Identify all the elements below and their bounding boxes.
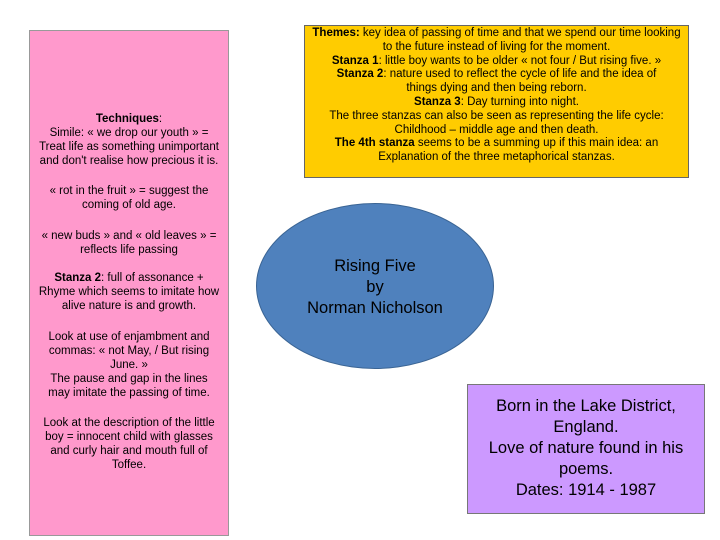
enjamb-line-2: commas: « not May, / But rising <box>48 345 210 357</box>
desc-line-4: Toffee. <box>111 459 147 471</box>
bio-line-1: Born in the Lake District, <box>496 397 676 415</box>
simile-line-3: and don't realise how precious it is. <box>39 155 219 167</box>
themes-line-1: key idea of passing of time and that we spend our time looking <box>359 27 681 39</box>
themes-label: Themes: <box>312 27 360 39</box>
fruit-line-2: coming of old age. <box>82 199 176 211</box>
desc-line-3: and curly hair and mouth full of <box>50 445 208 457</box>
three-stanzas-line-2: Childhood – middle age and then death. <box>394 123 599 136</box>
fruit-line-1: « rot in the fruit » = suggest the <box>49 185 209 197</box>
enjamb-line-1: Look at use of enjambment and <box>48 331 210 343</box>
stanza3-label: Stanza 3 <box>414 95 461 108</box>
biography-text <box>469 396 703 501</box>
simile-line-2: Treat life as something unimportant <box>39 141 219 153</box>
themes-line-2: to the future instead of living for the moment. <box>382 40 611 53</box>
themes-stanza2-label: Stanza 2 <box>336 68 384 81</box>
desc-line-2: boy = innocent child with glasses <box>45 431 213 443</box>
themes-panel <box>304 25 689 178</box>
fourth-stanza-line-2: Explanation of the three metaphorical stanzas. <box>378 151 615 164</box>
bio-dates: Dates: 1914 - 1987 <box>515 481 657 499</box>
enjamb-line-4: The pause and gap in the lines <box>50 373 208 385</box>
techniques-heading: Techniques <box>95 113 159 125</box>
bio-line-2: England. <box>553 418 619 436</box>
poem-by: by <box>366 278 384 296</box>
bio-line-3: Love of nature found in his <box>488 439 684 457</box>
techniques-enjambment-block <box>31 330 227 400</box>
techniques-description-block <box>31 416 227 472</box>
stanza2-line-2: Rhyme which seems to imitate how <box>38 286 220 298</box>
techniques-fruit-block <box>31 184 227 212</box>
fourth-stanza-rest: seems to be a summing up if this main idea: an <box>414 137 659 150</box>
stanza2-line-3: alive nature is and growth. <box>61 300 197 312</box>
techniques-buds-block <box>31 229 227 257</box>
stanza1-label: Stanza 1 <box>331 54 379 67</box>
fourth-stanza-label: The 4th stanza <box>334 137 415 150</box>
stanza2-label: Stanza 2 <box>54 272 102 284</box>
themes-stanza2-rest: : nature used to reflect the cycle of life and the idea of <box>383 68 657 81</box>
desc-line-1: Look at the description of the little <box>43 417 215 429</box>
three-stanzas-line-1: The three stanzas can also be seen as representing the life cycle: <box>329 109 664 122</box>
poem-author: Norman Nicholson <box>307 299 443 317</box>
buds-line-2: reflects life passing <box>80 244 178 256</box>
stanza2-rest: : full of assonance + <box>101 272 204 284</box>
buds-line-1: « new buds » and « old leaves » = <box>41 230 217 242</box>
enjamb-line-5: may imitate the passing of time. <box>48 387 210 399</box>
techniques-simile-block: Techniques: Simile: « we drop our youth » = Treat life as something unimportant and don't realise how precious it is. <box>31 112 227 168</box>
enjamb-line-3: June. » <box>110 359 148 371</box>
stanza3-rest: : Day turning into night. <box>460 95 579 108</box>
bio-line-4: poems. <box>558 460 614 478</box>
poem-title: Rising Five <box>334 257 416 275</box>
stanza1-rest: : little boy wants to be older « not four / But rising five. » <box>378 54 662 67</box>
themes-stanza2-line-2: things dying and then being reborn. <box>406 82 587 95</box>
poem-title-block <box>256 256 494 319</box>
techniques-stanza2-block <box>31 271 227 313</box>
simile-line-1: Simile: « we drop our youth » = <box>49 127 209 139</box>
